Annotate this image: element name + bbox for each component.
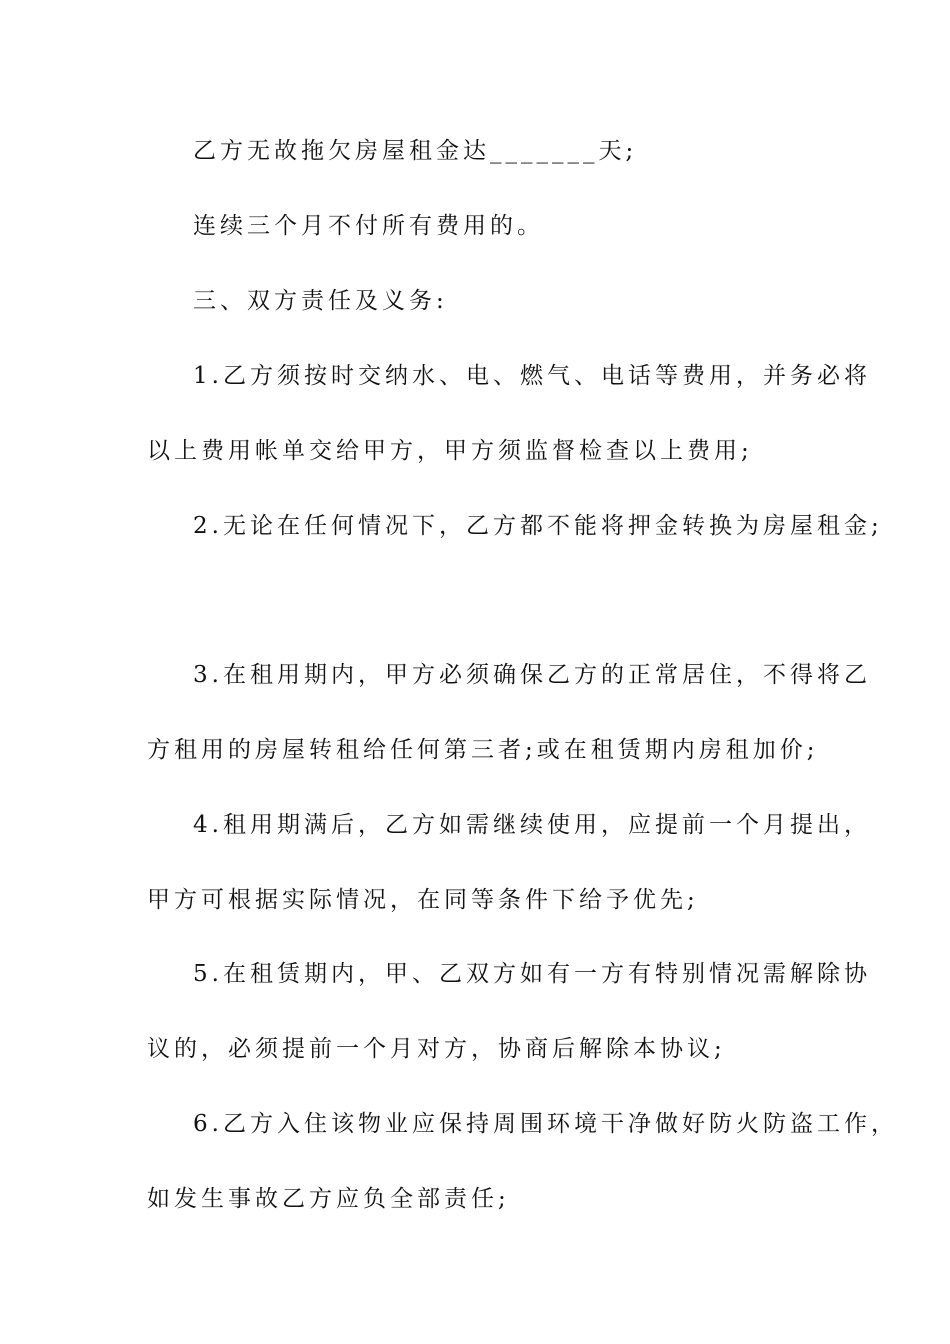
paragraph-line: 2.无论在任何情况下，乙方都不能将押金转换为房屋租金;: [193, 513, 883, 539]
paragraph-line: 如发生事故乙方应负全部责任;: [147, 1186, 510, 1212]
paragraph-line: 4.租用期满后，乙方如需继续使用，应提前一个月提出，: [193, 812, 871, 838]
paragraph-line: 5.在租赁期内，甲、乙双方如有一方有特别情况需解除协: [193, 961, 871, 987]
paragraph-line: 甲方可根据实际情况，在同等条件下给予优先;: [147, 887, 699, 913]
paragraph-line: 议的，必须提前一个月对方，协商后解除本协议;: [147, 1036, 726, 1062]
paragraph-line: 1.乙方须按时交纳水、电、燃气、电话等费用，并务必将: [193, 363, 871, 389]
paragraph-line: 方租用的房屋转租给任何第三者;或在租赁期内房租加价;: [147, 737, 819, 763]
paragraph-line: 6.乙方入住该物业应保持周围环境干净做好防火防盗工作，: [193, 1111, 898, 1137]
paragraph-line: 3.在租用期内，甲方必须确保乙方的正常居住，不得将乙: [193, 662, 871, 688]
paragraph-line: 乙方无故拖欠房屋租金达_______天;: [193, 138, 638, 164]
paragraph-line: 以上费用帐单交给甲方，甲方须监督检查以上费用;: [147, 438, 753, 464]
section-heading: 三、双方责任及义务:: [193, 288, 448, 314]
paragraph-line: 连续三个月不付所有费用的。: [193, 213, 544, 239]
